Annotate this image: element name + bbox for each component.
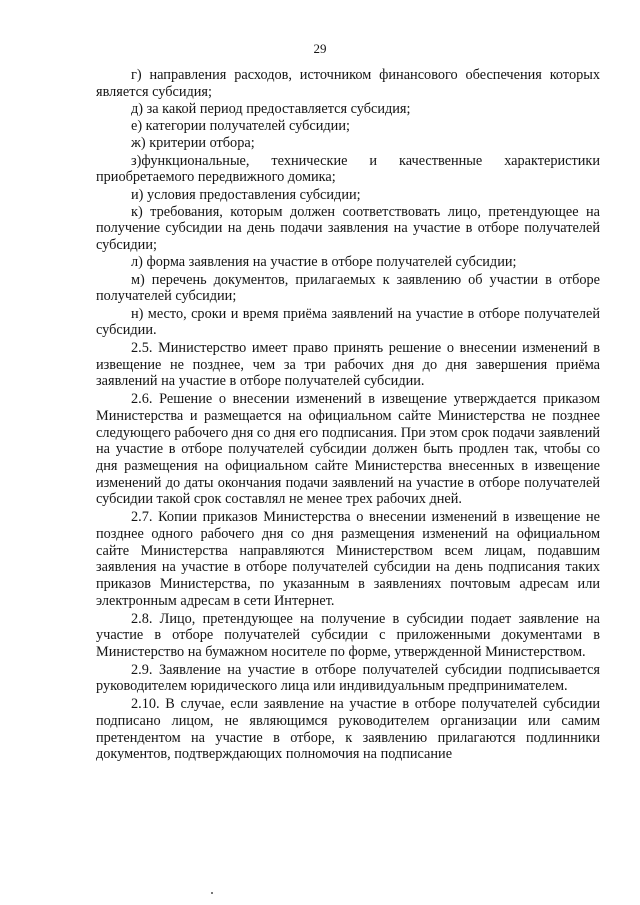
paragraph-item-l: л) форма заявления на участие в отборе получателей субсидии; bbox=[131, 254, 517, 271]
paragraph-item-m: м) перечень документов, прилагаемых к заявлению об участии в отборе получателей субсидии; bbox=[96, 271, 600, 305]
paragraph-item-k: к) требования, которым должен соответствовать лицо, претендующее на получение субсидии на день подачи заявления на участие в отборе получателей субсидии; bbox=[96, 203, 600, 254]
scan-speck bbox=[211, 892, 213, 894]
paragraph-item-zh: ж) критерии отбора; bbox=[131, 135, 255, 152]
page-number: 29 bbox=[313, 41, 327, 56]
paragraph-item-i: и) условия предоставления субсидии; bbox=[131, 186, 361, 203]
paragraph-item-z: з)функциональные, технические и качественные характеристики приобретаемого передвижного домика; bbox=[96, 152, 600, 186]
paragraph-item-g: г) направления расходов, источником финансового обеспечения которых является субсидия; bbox=[96, 67, 600, 100]
paragraph-item-e: е) категории получателей субсидии; bbox=[131, 118, 350, 135]
document-body bbox=[96, 67, 600, 763]
paragraph-2-9: 2.9. Заявление на участие в отборе получателей субсидии подписывается руководителем юридического лица или индивидуальным предпринимателем. bbox=[96, 661, 600, 695]
paragraph-2-5: 2.5. Министерство имеет право принять решение о внесении изменений в извещение не позднее, чем за три рабочих дня до дня завершения приёма заявлений на участие в отборе получателей субсидии. bbox=[96, 340, 600, 390]
paragraph-item-d: д) за какой период предоставляется субсидия; bbox=[131, 100, 411, 117]
paragraph-2-6: 2.6. Решение о внесении изменений в извещение утверждается приказом Министерства и размещается на официальном сайте Министерства не позднее следующего рабочего дня со дня его подписания. При этом срок подачи заявлений на участие в отборе получателей субсидии должен быть продлен так, чтобы со дня размещения на официальном сайте Министерства внесенных в извещение изменений до даты окончания подачи заявлений на участие в отборе получателей субсидии такой срок составлял не менее трех рабочих дней. bbox=[96, 391, 600, 508]
paragraph-item-n: н) место, сроки и время приёма заявлений на участие в отборе получателей субсидии. bbox=[96, 305, 600, 339]
paragraph-2-7: 2.7. Копии приказов Министерства о внесении изменений в извещение не позднее одного рабочего дня со дня размещения изменений на официальном сайте Министерства направляются Министерством всем лицам, подавшим заявления на участие в отборе получателей субсидии на день подписания таких приказов Министерства, по указанным в заявлениях почтовым адресам или электронным адресам в сети Интернет. bbox=[96, 509, 600, 609]
paragraph-2-8: 2.8. Лицо, претендующее на получение в субсидии подает заявление на участие в отборе получателей субсидии с приложенными документами в Министерство на бумажном носителе по форме, утвержденной Министерством. bbox=[96, 610, 600, 660]
paragraph-2-10: 2.10. В случае, если заявление на участие в отборе получателей субсидии подписано лицом, не являющимся руководителем организации или самим претендентом на участие в отборе, к заявлению прилагаются подлинники документов, подтверждающих полномочия на подписание bbox=[96, 696, 600, 763]
